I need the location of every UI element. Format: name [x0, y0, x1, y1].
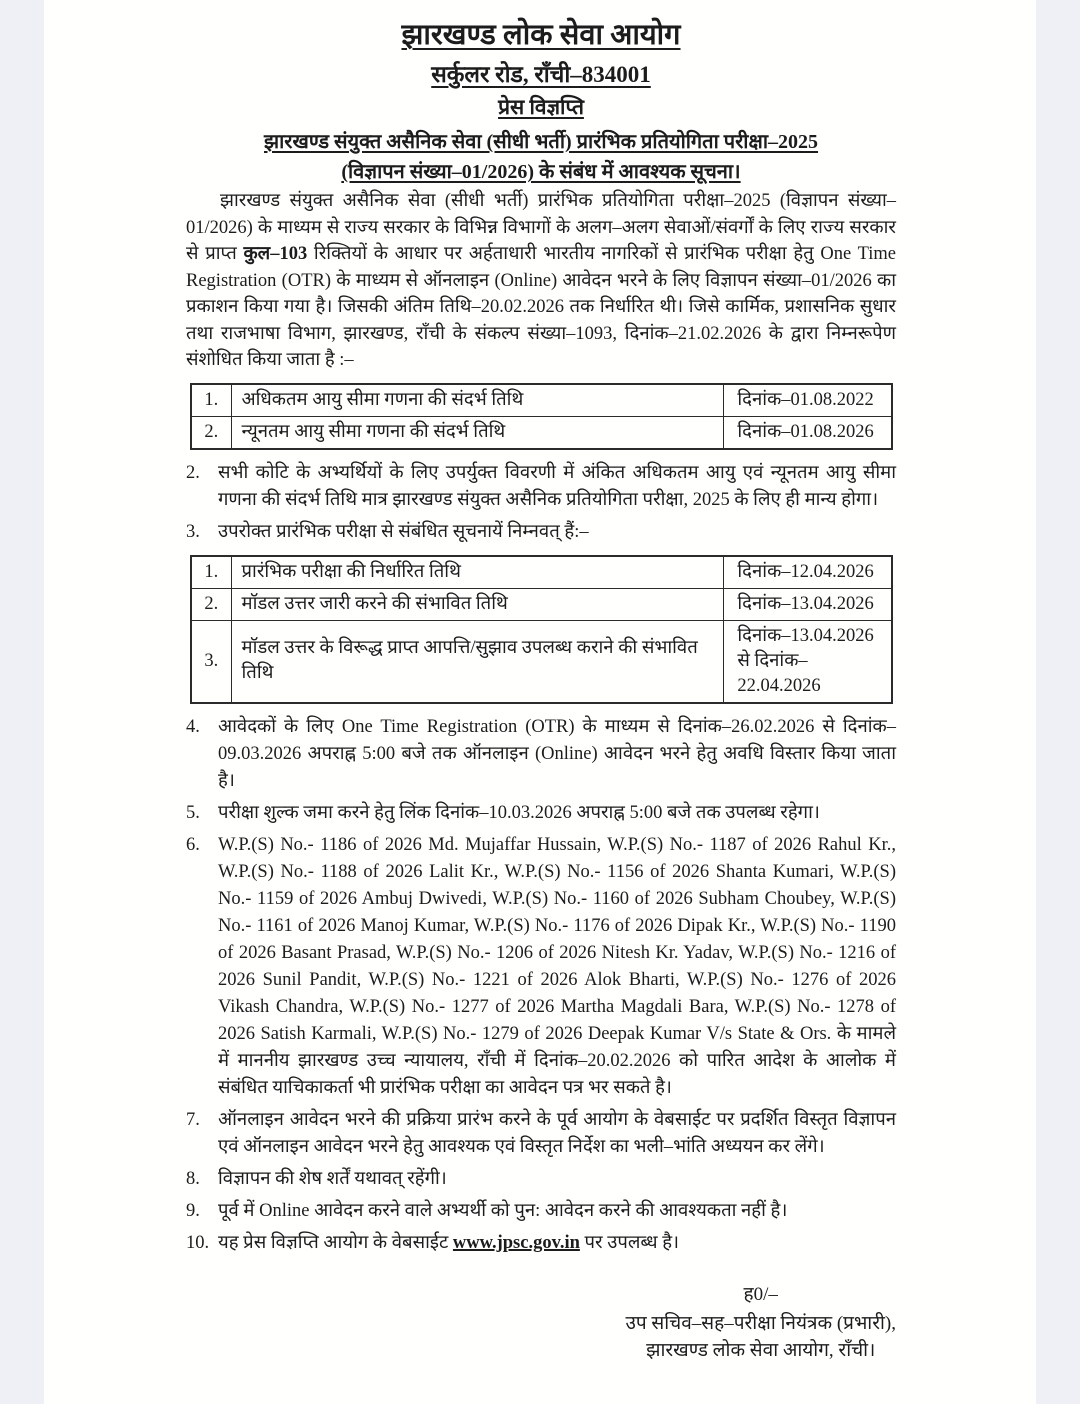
list-item-7 — [186, 1107, 896, 1161]
date-cell: दिनांक–01.08.2022 — [724, 384, 892, 417]
list-item-6-writ-petitions — [186, 832, 896, 1102]
description-cell: प्रारंभिक परीक्षा की निर्धारित तिथि — [231, 556, 724, 589]
item-text: ऑनलाइन आवेदन भरने की प्रक्रिया प्रारंभ करने के पूर्व आयोग के वेबसाईट पर प्रदर्शित विस्तृत विज्ञापन एवं ऑनलाइन आवेदन भरने हेतु आवश्यक एवं विस्तृत निर्देश का भली–भांति अध्ययन कर लेंगे। — [218, 1109, 896, 1157]
item-text: सभी कोटि के अभ्यर्थियों के लिए उपर्युक्त विवरणी में अंकित अधिकतम आयु एवं न्यूनतम आयु सीमा गणना की संदर्भ तिथि मात्र झारखण्ड संयुक्त असैनिक प्रतियोगिता परीक्षा, 2025 के लिए ही मान्य होगा। — [218, 462, 896, 510]
item-number: 10. — [186, 1232, 210, 1253]
signature-mark: ह0/– — [743, 1283, 778, 1305]
description-cell: मॉडल उत्तर जारी करने की संभावित तिथि — [231, 588, 724, 620]
address-line: सर्कुलर रोड, राँची–834001 — [431, 62, 651, 87]
document-header — [186, 14, 896, 184]
date-cell: दिनांक–13.04.2026 से दिनांक–22.04.2026 — [724, 620, 892, 703]
table-row — [191, 416, 892, 449]
serial-cell: 2. — [191, 416, 231, 449]
list-item-8 — [186, 1166, 896, 1193]
signatory-designation: उप सचिव–सह–परीक्षा नियंत्रक (प्रभारी), — [625, 1312, 896, 1334]
description-cell: अधिकतम आयु सीमा गणना की संदर्भ तिथि — [231, 384, 724, 417]
list-item-9 — [186, 1198, 896, 1225]
item-text: पूर्व में Online आवेदन करने वाले अभ्यर्थी को पुन: आवेदन करने की आवश्यकता नहीं है। — [218, 1200, 788, 1221]
item-text-after-link: पर उपलब्ध है। — [579, 1232, 680, 1253]
website-link: www.jpsc.gov.in — [452, 1232, 580, 1253]
item-number: 4. — [186, 716, 200, 737]
press-note-heading: प्रेस विज्ञप्ति — [498, 95, 584, 119]
subject-line-1: झारखण्ड संयुक्त असैनिक सेवा (सीधी भर्ती) प्रारंभिक प्रतियोगिता परीक्षा–2025 — [263, 131, 819, 153]
description-cell: न्यूनतम आयु सीमा गणना की संदर्भ तिथि — [231, 416, 724, 449]
list-item-4 — [186, 714, 896, 795]
item-number: 7. — [186, 1109, 200, 1130]
subject-line-2: (विज्ञापन संख्या–01/2026) के संबंध में आवश्यक सूचना। — [341, 161, 741, 183]
list-item-5 — [186, 800, 896, 827]
list-item-3 — [186, 519, 896, 546]
date-cell: दिनांक–12.04.2026 — [724, 556, 892, 589]
table-row — [191, 620, 892, 703]
item-number: 5. — [186, 802, 200, 823]
item-text: परीक्षा शुल्क जमा करने हेतु लिंक दिनांक–10.03.2026 अपराह्न 5:00 बजे तक उपलब्ध रहेगा। — [218, 802, 820, 823]
signature-block — [625, 1281, 896, 1364]
org-name: झारखण्ड लोक सेवा आयोग — [401, 19, 681, 51]
item-text-before-link: यह प्रेस विज्ञप्ति आयोग के वेबसाईट — [218, 1232, 453, 1253]
serial-cell: 1. — [191, 384, 231, 417]
total-vacancies-bold: कुल–103 — [243, 244, 308, 264]
signatory-organization: झारखण्ड लोक सेवा आयोग, राँची। — [646, 1339, 876, 1361]
item-number: 2. — [186, 462, 200, 483]
item-text — [218, 1230, 896, 1257]
serial-cell: 1. — [191, 556, 231, 589]
date-cell: दिनांक–01.08.2026 — [724, 416, 892, 449]
exam-schedule-table — [190, 555, 893, 704]
list-item-2 — [186, 460, 896, 514]
table-row — [191, 384, 892, 417]
item-number: 3. — [186, 521, 200, 542]
serial-cell: 3. — [191, 620, 231, 703]
table-row — [191, 556, 892, 589]
description-cell: मॉडल उत्तर के विरूद्ध प्राप्त आपत्ति/सुझाव उपलब्ध कराने की संभावित तिथि — [231, 620, 724, 703]
item-text: आवेदकों के लिए One Time Registration (OTR) के माध्यम से दिनांक–26.02.2026 से दिनांक–09.03.2026 अपराह्न 5:00 बजे तक ऑनलाइन (Online) आवेदन भरने हेतु अवधि विस्तार किया जाता है। — [218, 716, 896, 791]
document-page — [44, 0, 1036, 1404]
intro-text-after: रिक्तियों के आधार पर अर्हताधारी भारतीय नागरिकों से प्रारंभिक परीक्षा हेतु One Time Registration (OTR) के माध्यम से ऑनलाइन (Online) आवेदन भरने के लिए विज्ञापन संख्या–01/2026 का प्रकाशन किया गया है। जिसकी अंतिम तिथि–20.02.2026 तक निर्धारित थी। जिसे कार्मिक, प्रशासनिक सुधार तथा राजभाषा विभाग, झारखण्ड, राँची के संकल्प संख्या–1093, दिनांक–21.02.2026 के द्वारा निम्नरूपेण संशोधित किया जाता है :– — [186, 244, 896, 370]
item-number: 9. — [186, 1200, 200, 1221]
item-number: 6. — [186, 834, 200, 855]
list-item-10 — [186, 1230, 896, 1257]
item-text: उपरोक्त प्रारंभिक परीक्षा से संबंधित सूचनायें निम्नवत् हैं:– — [218, 521, 589, 542]
table-row — [191, 588, 892, 620]
age-reference-table — [190, 383, 893, 450]
serial-cell: 2. — [191, 588, 231, 620]
date-cell: दिनांक–13.04.2026 — [724, 588, 892, 620]
intro-text-before: झारखण्ड संयुक्त असैनिक सेवा (सीधी भर्ती) प्रारंभिक प्रतियोगिता परीक्षा–2025 (विज्ञापन संख्या–01/2026) के माध्यम से राज्य सरकार के विभिन्न विभागों के अलग–अलग सेवाओं/संवर्गों के लिए राज्य सरकार से प्राप्त — [186, 191, 896, 264]
item-text: विज्ञापन की शेष शर्तें यथावत् रहेंगी। — [218, 1168, 447, 1189]
item-number: 8. — [186, 1168, 200, 1189]
item-text: W.P.(S) No.- 1186 of 2026 Md. Mujaffar Hussain, W.P.(S) No.- 1187 of 2026 Rahul Kr., W.P.(S) No.- 1188 of 2026 Lalit Kr., W.P.(S) No.- 1156 of 2026 Shanta Kumari, W.P.(S) No.- 1159 of 2026 Ambuj Dwivedi, W.P.(S) No.- 1160 of 2026 Subham Choubey, W.P.(S) No.- 1161 of 2026 Manoj Kumar, W.P.(S) No.- 1176 of 2026 Dipak Kr., W.P.(S) No.- 1190 of 2026 Basant Prasad, W.P.(S) No.- 1206 of 2026 Nitesh Kr. Yadav, W.P.(S) No.- 1216 of 2026 Sunil Pandit, W.P.(S) No.- 1221 of 2026 Alok Bharti, W.P.(S) No.- 1276 of 2026 Vikash Chandra, W.P.(S) No.- 1277 of 2026 Martha Magdali Bara, W.P.(S) No.- 1278 of 2026 Satish Karmali, W.P.(S) No.- 1279 of 2026 Deepak Kumar V/s State & Ors. के मामले में माननीय झारखण्ड उच्च न्यायालय, राँची में दिनांक–20.02.2026 को पारित आदेश के आलोक में संबंधित याचिकाकर्ता भी प्रारंभिक परीक्षा का आवेदन पत्र भर सकते है। — [218, 834, 896, 1098]
intro-paragraph — [186, 188, 896, 374]
